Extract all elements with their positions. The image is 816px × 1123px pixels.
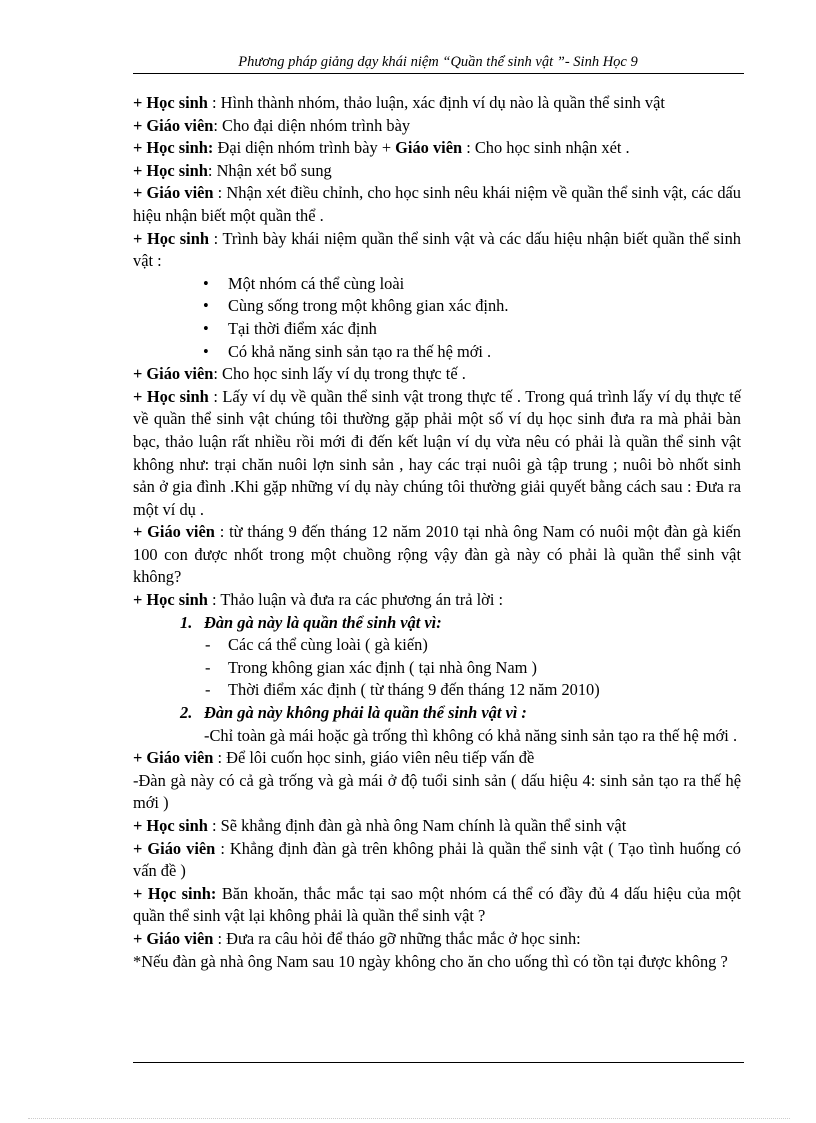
paragraph: + Giáo viên: Cho học sinh lấy ví dụ trong thực tế . (133, 364, 466, 384)
paragraph: + Giáo viên : Đưa ra câu hỏi để tháo gỡ những thắc mắc ở học sinh: (133, 928, 581, 948)
paragraph: + Giáo viên : Khẳng định đàn gà trên không phải là quần thể sinh vật ( Tạo tình huống có vấn đề ) (133, 838, 741, 881)
paragraph: + Giáo viên : Nhận xét điều chỉnh, cho học sinh nêu khái niệm về quần thể sinh vật, các dấu hiệu nhận biết một quần thể . (133, 183, 741, 225)
paragraph: -Đàn gà này có cả gà trống và gà mái ở độ tuổi sinh sản ( dấu hiệu 4: sinh sản tạo ra thế hệ mới ) (133, 770, 741, 813)
document-body (133, 92, 741, 973)
list-item: • Cùng sống trong một không gian xác định. (133, 295, 741, 318)
paragraph: + Giáo viên : Để lôi cuốn học sinh, giáo viên nêu tiếp vấn đề (133, 748, 535, 768)
option-2-text: -Chỉ toàn gà mái hoặc gà trống thì không có khả năng sinh sản tạo ra thế hệ mới . (204, 725, 738, 745)
paragraph: + Giáo viên : từ tháng 9 đến tháng 12 năm 2010 tại nhà ông Nam có nuôi một đàn gà kiến 100 con được nhốt trong một chuồng rộng vậy đàn gà này có phải là quần thể sinh vật không? (133, 522, 741, 587)
option-2-heading: 2. Đàn gà này không phải là quần thể sinh vật vì : (180, 703, 527, 723)
paragraph: + Học sinh: Đại diện nhóm trình bày + Giáo viên : Cho học sinh nhận xét . (133, 138, 630, 158)
list-item: - Các cá thể cùng loài ( gà kiến) (133, 634, 741, 657)
paragraph: + Giáo viên: Cho đại diện nhóm trình bày (133, 115, 411, 135)
paragraph: + Học sinh : Sẽ khẳng định đàn gà nhà ông Nam chính là quần thể sinh vật (133, 816, 627, 835)
paragraph: + Học sinh: Băn khoăn, thắc mắc tại sao một nhóm cá thể có đầy đủ 4 dấu hiệu của một quần thể sinh vật lại không phải là quần thể sinh vật ? (133, 883, 741, 926)
paragraph: + Học sinh: Nhận xét bổ sung (133, 160, 332, 180)
paragraph: + Học sinh : Thảo luận và đưa ra các phương án trả lời : (133, 590, 504, 610)
list-item: - Thời điểm xác định ( từ tháng 9 đến tháng 12 năm 2010) (133, 679, 741, 702)
paragraph: + Học sinh : Lấy ví dụ về quần thể sinh vật trong thực tế . Trong quá trình lấy ví dụ thực tế về quần thể sinh vật chúng tôi thường gặp phải một số ví dụ học sinh đưa ra mà phải bàn bạc, thảo luận rất nhiều rồi mới đi đến kết luận ví dụ vừa nêu có phải là quần thể sinh vật không như: trại chăn nuôi lợn sinh sản , hay các trại nuôi gà tập trung ; nuôi bò nhốt sinh sản ở gia đình .Khi gặp những ví dụ này chúng tôi thường giải quyết bằng cách sau : Đưa ra một ví dụ . (133, 386, 741, 519)
page-edge-dots (28, 1118, 790, 1119)
header-rule (133, 73, 744, 74)
paragraph: + Học sinh : Trình bày khái niệm quần thể sinh vật và các dấu hiệu nhận biết quần thể sinh vật : (133, 228, 741, 271)
list-item: • Một nhóm cá thể cùng loài (133, 273, 741, 296)
page-header: Phương pháp giảng dạy khái niệm “Quần thể sinh vật ”- Sinh Học 9 (238, 54, 638, 70)
paragraph: + Học sinh : Hình thành nhóm, thảo luận, xác định ví dụ nào là quần thể sinh vật (133, 93, 665, 112)
option-1-heading: 1. Đàn gà này là quần thể sinh vật vì: (180, 612, 442, 632)
list-item: • Có khả năng sinh sản tạo ra thế hệ mới . (133, 341, 741, 364)
population-signs-list (133, 273, 741, 363)
list-item: • Tại thời điểm xác định (133, 318, 741, 341)
list-item: - Trong không gian xác định ( tại nhà ông Nam ) (133, 657, 741, 680)
footer-rule (133, 1062, 744, 1063)
paragraph: *Nếu đàn gà nhà ông Nam sau 10 ngày không cho ăn cho uống thì có tồn tại được không ? (133, 951, 728, 971)
